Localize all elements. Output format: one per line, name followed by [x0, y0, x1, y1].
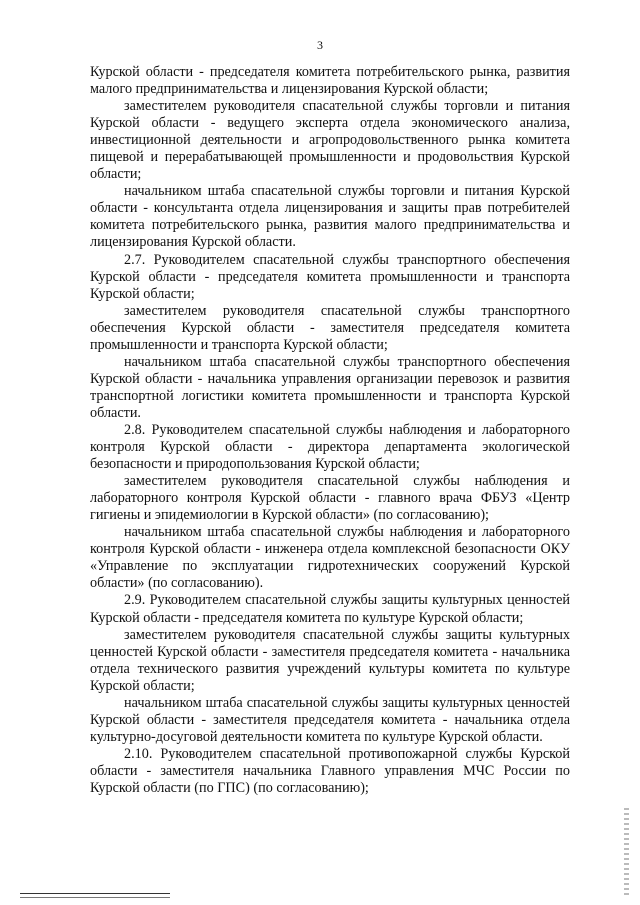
paragraph: начальником штаба спасательной службы защиты культурных ценностей Курской области - заместителя председателя комитета - начальника отдела культурно-досуговой деятельности комитета по культуре Курской области. [90, 694, 570, 745]
paragraph: Курской области - председателя комитета потребительского рынка, развития малого предпринимательства и лицензирования Курской области; [90, 64, 570, 98]
paragraph: заместителем руководителя спасательной службы наблюдения и лабораторного контроля Курской области - главного врача ФБУЗ «Центр гигиены и эпидемиологии в Курской области» (по согласованию); [90, 473, 570, 524]
section-2-8-paragraph: 2.8. Руководителем спасательной службы наблюдения и лабораторного контроля Курской области - директора департамента экологической безопасности и природопользования Курской области; [90, 421, 570, 473]
document-body [90, 64, 570, 797]
section-2-7-paragraph: 2.7. Руководителем спасательной службы транспортного обеспечения Курской области - председателя комитета промышленности и транспорта Курской области; [90, 251, 570, 302]
paragraph: заместителем руководителя спасательной службы защиты культурных ценностей Курской области - заместителя председателя комитета - начальника отдела технического развития учреждений культуры комитета по культуре Курской области; [90, 626, 570, 694]
paragraph: начальником штаба спасательной службы транспортного обеспечения Курской области - начальника управления организации перевозок и развития транспортной логистики комитета промышленности и транспорта Курской области. [90, 353, 570, 421]
footer-rule [20, 897, 170, 898]
footer-rule [20, 893, 170, 894]
paragraph: начальником штаба спасательной службы торговли и питания Курской области - консультанта отдела лицензирования и защиты прав потребителей комитета потребительского рынка, развития малого предпринимательства и лицензирования Курской области. [90, 183, 570, 251]
margin-stamp-marks [624, 808, 630, 898]
page-number: 3 [317, 38, 323, 52]
section-2-10-paragraph: 2.10. Руководителем спасательной противопожарной службы Курской области - заместителя начальника Главного управления МЧС России по Курской области (по ГПС) (по согласованию); [90, 745, 570, 796]
paragraph: начальником штаба спасательной службы наблюдения и лабораторного контроля Курской области - инженера отдела комплексной безопасности ОКУ «Управление по эксплуатации гидротехнических сооружений Курской области» (по согласованию). [90, 524, 570, 592]
paragraph: заместителем руководителя спасательной службы транспортного обеспечения Курской области - заместителя председателя комитета промышленности и транспорта Курской области; [90, 302, 570, 353]
section-2-9-paragraph: 2.9. Руководителем спасательной службы защиты культурных ценностей Курской области - председателя комитета по культуре Курской области; [90, 592, 570, 626]
paragraph: заместителем руководителя спасательной службы торговли и питания Курской области - ведущего эксперта отдела экономического анализа, инвестиционной деятельности и агропродовольственного рынка комитета пищевой и перерабатывающей промышленности и продовольствия Курской области; [90, 98, 570, 183]
